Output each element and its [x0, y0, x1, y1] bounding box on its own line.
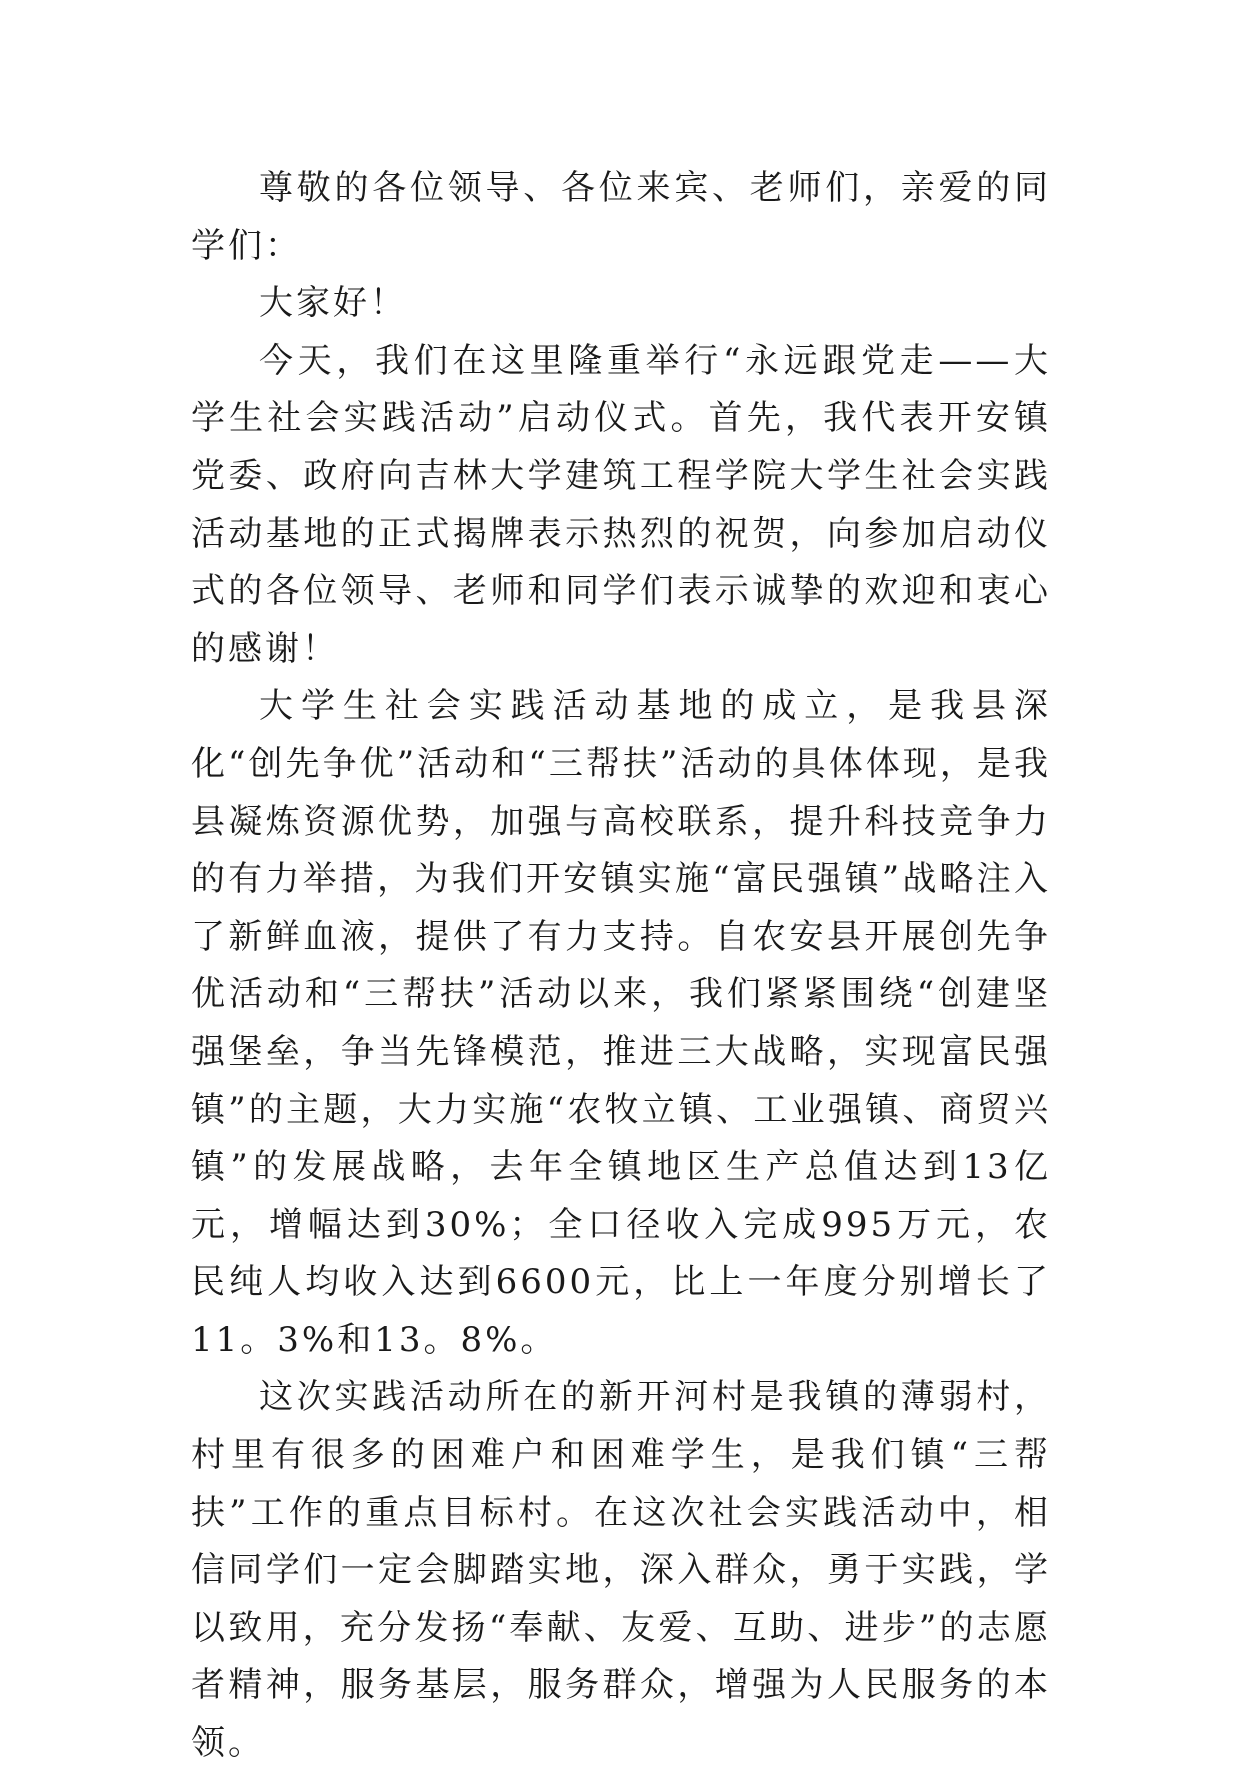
- paragraph-village-practice: 这次实践活动所在的新开河村是我镇的薄弱村，村里有很多的困难户和困难学生，是我们镇“三帮扶”工作的重点目标村。在这次社会实践活动中，相信同学们一定会脚踏实地，深入群众，勇于实践，学以致用，充分发扬“奉献、友爱、互助、进步”的志愿者精神，服务基层，服务群众，增强为人民服务的本领。: [191, 1377, 1051, 1764]
- greeting-line: 大家好！: [259, 283, 407, 324]
- paragraph-base-achievements: 大学生社会实践活动基地的成立，是我县深化“创先争优”活动和“三帮扶”活动的具体体现，是我县凝炼资源优势，加强与高校联系，提升科技竞争力的有力举措，为我们开安镇实施“富民强镇”战略注入了新鲜血液，提供了有力支持。自农安县开展创先争优活动和“三帮扶”活动以来，我们紧紧围绕“创建坚强堡垒，争当先锋模范，推进三大战略，实现富民强镇”的主题，大力实施“农牧立镇、工业强镇、商贸兴镇”的发展战略，去年全镇地区生产总值达到13亿元，增幅达到30%；全口径收入完成995万元，农民纯人均收入达到6600元，比上一年度分别增长了11。3%和13。8%。: [191, 686, 1051, 1360]
- salutation-line: 尊敬的各位领导、各位来宾、老师们，亲爱的同学们：: [191, 168, 1051, 266]
- document-body: [191, 160, 1051, 1773]
- paragraph-opening: 今天，我们在这里隆重举行“永远跟党走——大学生社会实践活动”启动仪式。首先，我代表开安镇党委、政府向吉林大学建筑工程学院大学生社会实践活动基地的正式揭牌表示热烈的祝贺，向参加启动仪式的各位领导、老师和同学们表示诚挚的欢迎和衷心的感谢！: [191, 340, 1051, 669]
